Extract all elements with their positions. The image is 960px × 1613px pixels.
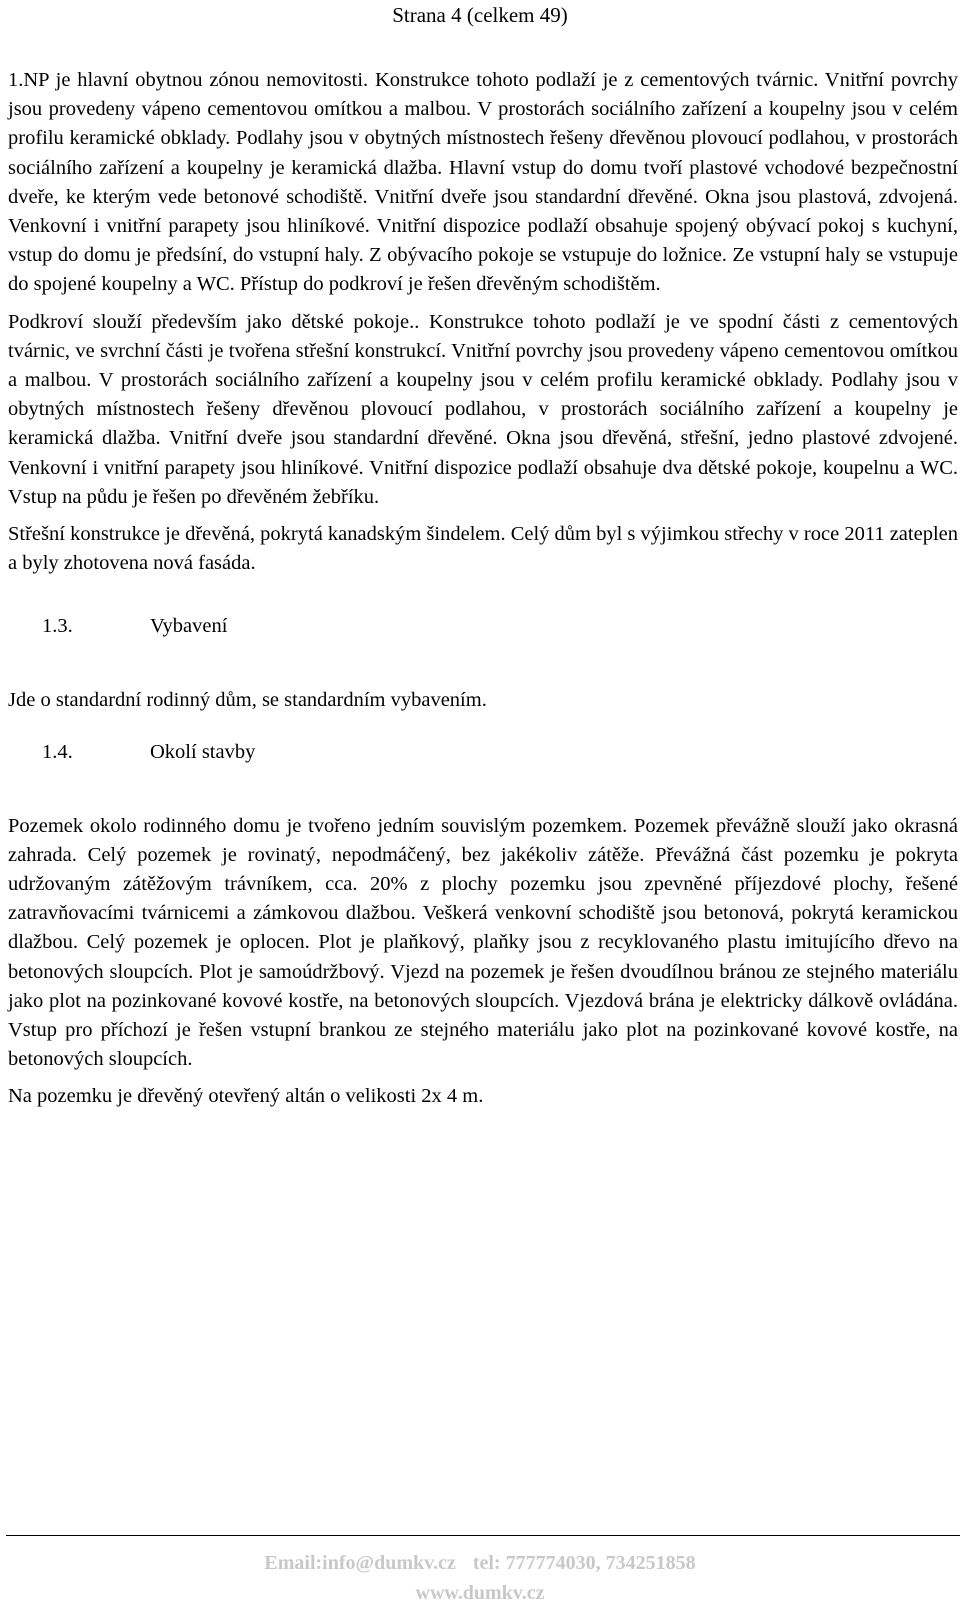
section-number: 1.4. xyxy=(42,740,73,763)
section-heading-equipment xyxy=(8,612,958,641)
page-number-header: Strana 4 (celkem 49) xyxy=(392,3,568,27)
paragraph-attic: Podkroví slouží především jako dětské pokoje.. Konstrukce tohoto podlaží je ve spodní části z cementových tvárnic, ve svrchní části je tvořena střešní konstrukcí. Vnitřní povrchy jsou provedeny vápeno cementovou omítkou a malbou. V prostorách sociálního zařízení a koupelny jsou v celém profilu keramické obklady. Podlahy jsou v obytných místnostech řešeny dřevěnou plovoucí podlahou, v prostorách sociálního zařízení a koupelny je keramická dlažba. Vnitřní dveře jsou standardní dřevěné. Okna jsou dřevěná, střešní, jedno plastové zdvojené. Venkovní i vnitřní parapety jsou hliníkové. Vnitřní dispozice podlaží obsahuje dva dětské pokoje, koupelnu a WC. Vstup na půdu je řešen po dřevěném žebříku. xyxy=(8,310,958,508)
footer-divider xyxy=(6,1535,960,1536)
section-number: 1.3. xyxy=(42,615,73,638)
footer-phone: tel: 777774030, 734251858 xyxy=(472,1552,696,1574)
paragraph-surroundings: Pozemek okolo rodinného domu je tvořeno jedním souvislým pozemkem. Pozemek převážně slouží jako okrasná zahrada. Celý pozemek je rovinatý, nepodmáčený, bez jakékoliv zátěže. Převážná část pozemku je pokryta udržovaným zátěžovým trávníkem, cca. 20% z plochy pozemku jsou zpevněné příjezdové plochy, řešené zatravňovacími tvárnicemi a zámkovou dlažbou. Veškerá venkovní schodiště jsou betonová, pokrytá keramickou dlažbou. Celý pozemek je oplocen. Plot je plaňkový, plaňky jsou z recyklovaného plastu imitujícího dřevo na betonových sloupcích. Plot je samoúdržbový. Vjezd na pozemek je řešen dvoudílnou bránou ze stejného materiálu jako plot na pozinkované kovové kostře, na betonových sloupcích. Vjezdová brána je elektricky dálkově ovládána. Vstup pro příchozí je řešen vstupní brankou ze stejného materiálu jako plot na pozinkované kovové kostře, na betonových sloupcích. xyxy=(8,814,958,1071)
section-heading-surroundings xyxy=(8,738,958,767)
paragraph-roof: Střešní konstrukce je dřevěná, pokrytá kanadským šindelem. Celý dům byl s výjimkou střechy v roce 2011 zateplen a byly zhotovena nová fasáda. xyxy=(8,523,958,575)
page-footer xyxy=(0,1548,960,1608)
section-title: Okolí stavby xyxy=(150,740,256,763)
paragraph-gazebo: Na pozemku je dřevěný otevřený altán o velikosti 2x 4 m. xyxy=(8,1085,484,1108)
footer-email: Email:info@dumkv.cz xyxy=(264,1552,456,1574)
paragraph-ground-floor: 1.NP je hlavní obytnou zónou nemovitosti. Konstrukce tohoto podlaží je z cementových tvárnic. Vnitřní povrchy jsou provedeny vápeno cementovou omítkou a malbou. V prostorách sociálního zařízení a koupelny jsou v celém profilu keramické obklady. Podlahy jsou v obytných místnostech řešeny dřevěnou plovoucí podlahou, v prostorách sociálního zařízení a koupelny je keramická dlažba. Hlavní vstup do domu tvoří plastové vchodové bezpečnostní dveře, ke kterým vede betonové schodiště. Vnitřní dveře jsou standardní dřevěné. Okna jsou plastová, zdvojená. Venkovní i vnitřní parapety jsou hliníkové. Vnitřní dispozice podlaží obsahuje spojený obývací pokoj s kuchyní, vstup do domu je předsíní, do vstupní haly. Z obývacího pokoje se vstupuje do ložnice. Ze vstupní haly se vstupuje do spojené koupelny a WC. Přístup do podkroví je řešen dřevěným schodištěm. xyxy=(8,69,958,296)
footer-website: www.dumkv.cz xyxy=(415,1582,545,1604)
document-body xyxy=(8,66,958,1120)
section-title: Vybavení xyxy=(150,615,228,638)
paragraph-equipment: Jde o standardní rodinný dům, se standardním vybavením. xyxy=(8,689,487,712)
